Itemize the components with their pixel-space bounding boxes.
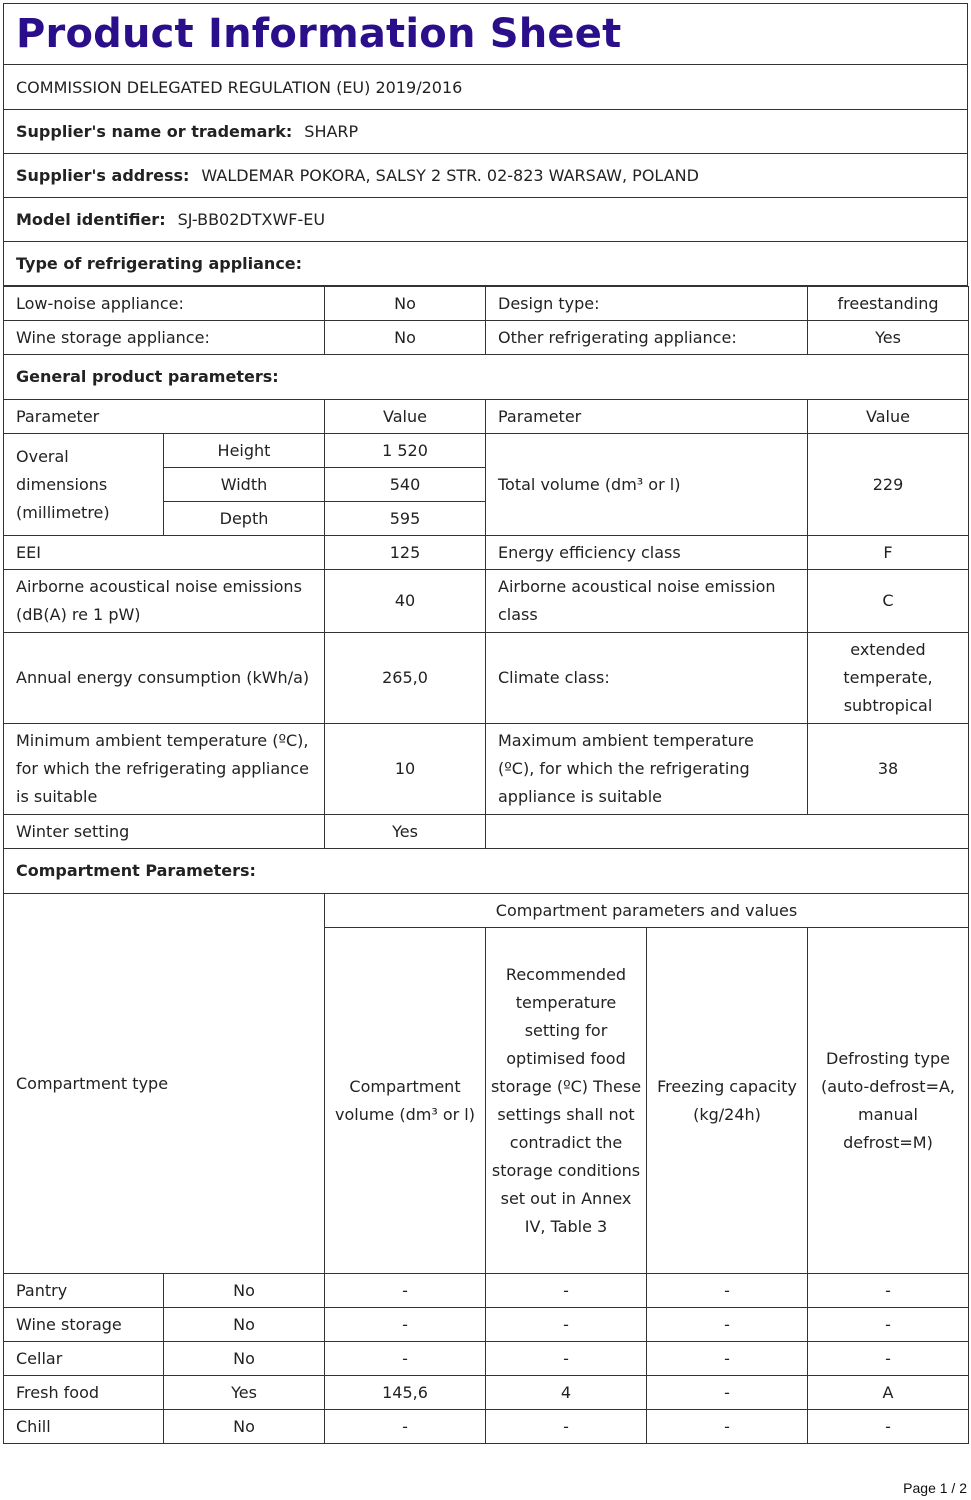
compartment-defrost: - (808, 1342, 969, 1376)
depth-label: Depth (164, 502, 325, 536)
compartment-present: No (164, 1410, 325, 1444)
compartment-volume: - (325, 1342, 486, 1376)
compartment-name: Wine storage (4, 1308, 164, 1342)
regulation-reference: COMMISSION DELEGATED REGULATION (EU) 2019/2016 (3, 65, 968, 110)
compartment-present: No (164, 1342, 325, 1376)
table-row (4, 434, 969, 468)
model-identifier-label: Model identifier: (16, 210, 166, 229)
supplier-name-value: SHARP (304, 122, 359, 141)
compartment-temperature: - (486, 1410, 647, 1444)
max-temp-label: Maximum ambient temperature (ºC), for which the refrigerating appliance is suitable (486, 724, 808, 815)
compartment-defrost: - (808, 1410, 969, 1444)
parameter-header: Parameter (4, 400, 325, 434)
compartment-volume: 145,6 (325, 1376, 486, 1410)
compartment-type-header: Compartment type (4, 894, 325, 1274)
climate-class-value: extended temperate, subtropical (808, 633, 969, 724)
annual-energy-label: Annual energy consumption (kWh/a) (4, 633, 325, 724)
compartment-row (4, 1342, 969, 1376)
compartment-present: No (164, 1308, 325, 1342)
parameters-table (3, 286, 969, 1444)
noise-class-label: Airborne acoustical noise emission class (486, 570, 808, 633)
compartment-name: Pantry (4, 1274, 164, 1308)
min-temp-label: Minimum ambient temperature (ºC), for which the refrigerating appliance is suitable (4, 724, 325, 815)
page-title: Product Information Sheet (3, 3, 968, 65)
compartment-freezing: - (647, 1308, 808, 1342)
compartment-freezing: - (647, 1274, 808, 1308)
energy-class-value: F (808, 536, 969, 570)
table-header-row (4, 894, 969, 928)
compartment-heading-row (4, 849, 969, 894)
table-row (4, 724, 969, 815)
supplier-name-label: Supplier's name or trademark: (16, 122, 293, 141)
compartment-defrost: - (808, 1308, 969, 1342)
depth-value: 595 (325, 502, 486, 536)
width-label: Width (164, 468, 325, 502)
defrost-header: Defrosting type (auto-defrost=A, manual defrost=M) (808, 928, 969, 1274)
max-temp-value: 38 (808, 724, 969, 815)
compartment-volume: - (325, 1410, 486, 1444)
table-row (4, 570, 969, 633)
model-identifier-row (3, 198, 968, 242)
compartment-temperature: 4 (486, 1376, 647, 1410)
table-row (4, 815, 969, 849)
height-value: 1 520 (325, 434, 486, 468)
volume-header: Compartment volume (dm³ or l) (325, 928, 486, 1274)
table-row (4, 321, 969, 355)
winter-setting-value: Yes (325, 815, 486, 849)
compartment-defrost: - (808, 1274, 969, 1308)
low-noise-value: No (325, 287, 486, 321)
total-volume-label: Total volume (dm³ or l) (486, 434, 808, 536)
table-row (4, 633, 969, 724)
supplier-address-label: Supplier's address: (16, 166, 190, 185)
temperature-header: Recommended temperature setting for optimised food storage (ºC) These settings shall not contradict the storage conditions set out in Annex IV, Table 3 (486, 928, 647, 1274)
wine-storage-label: Wine storage appliance: (4, 321, 325, 355)
compartment-row (4, 1376, 969, 1410)
other-appliance-label: Other refrigerating appliance: (486, 321, 808, 355)
compartment-freezing: - (647, 1410, 808, 1444)
compartment-row (4, 1410, 969, 1444)
winter-setting-label: Winter setting (4, 815, 325, 849)
dimensions-label: Overal dimensions (millimetre) (4, 434, 164, 536)
compartment-volume: - (325, 1274, 486, 1308)
empty-cell (486, 815, 969, 849)
supplier-address-value: WALDEMAR POKORA, SALSY 2 STR. 02-823 WARSAW, POLAND (201, 166, 699, 185)
table-row (4, 536, 969, 570)
noise-value: 40 (325, 570, 486, 633)
wine-storage-value: No (325, 321, 486, 355)
freezing-header: Freezing capacity (kg/24h) (647, 928, 808, 1274)
compartment-present: No (164, 1274, 325, 1308)
design-type-label: Design type: (486, 287, 808, 321)
compartment-freezing: - (647, 1342, 808, 1376)
compartment-volume: - (325, 1308, 486, 1342)
supplier-name-row (3, 110, 968, 154)
compartment-name: Fresh food (4, 1376, 164, 1410)
noise-label: Airborne acoustical noise emissions (dB(A) re 1 pW) (4, 570, 325, 633)
low-noise-label: Low-noise appliance: (4, 287, 325, 321)
compartment-params-header: Compartment parameters and values (325, 894, 969, 928)
width-value: 540 (325, 468, 486, 502)
compartment-row (4, 1308, 969, 1342)
product-information-sheet (3, 3, 968, 1444)
appliance-type-heading: Type of refrigerating appliance: (3, 242, 968, 286)
page-number: Page 1 / 2 (903, 1480, 967, 1496)
general-heading-row (4, 355, 969, 400)
value-header: Value (808, 400, 969, 434)
noise-class-value: C (808, 570, 969, 633)
general-parameters-heading: General product parameters: (4, 355, 969, 400)
height-label: Height (164, 434, 325, 468)
compartment-name: Cellar (4, 1342, 164, 1376)
compartment-defrost: A (808, 1376, 969, 1410)
compartment-freezing: - (647, 1376, 808, 1410)
parameter-header: Parameter (486, 400, 808, 434)
eei-value: 125 (325, 536, 486, 570)
design-type-value: freestanding (808, 287, 969, 321)
energy-class-label: Energy efficiency class (486, 536, 808, 570)
compartment-rows (4, 1274, 969, 1444)
eei-label: EEI (4, 536, 325, 570)
compartment-temperature: - (486, 1308, 647, 1342)
compartment-parameters-heading: Compartment Parameters: (4, 849, 969, 894)
other-appliance-value: Yes (808, 321, 969, 355)
compartment-temperature: - (486, 1342, 647, 1376)
compartment-present: Yes (164, 1376, 325, 1410)
compartment-temperature: - (486, 1274, 647, 1308)
supplier-address-row (3, 154, 968, 198)
table-row (4, 287, 969, 321)
climate-class-label: Climate class: (486, 633, 808, 724)
compartment-name: Chill (4, 1410, 164, 1444)
annual-energy-value: 265,0 (325, 633, 486, 724)
table-header-row (4, 400, 969, 434)
compartment-row (4, 1274, 969, 1308)
min-temp-value: 10 (325, 724, 486, 815)
value-header: Value (325, 400, 486, 434)
model-identifier-value: SJ-BB02DTXWF-EU (177, 210, 326, 229)
total-volume-value: 229 (808, 434, 969, 536)
